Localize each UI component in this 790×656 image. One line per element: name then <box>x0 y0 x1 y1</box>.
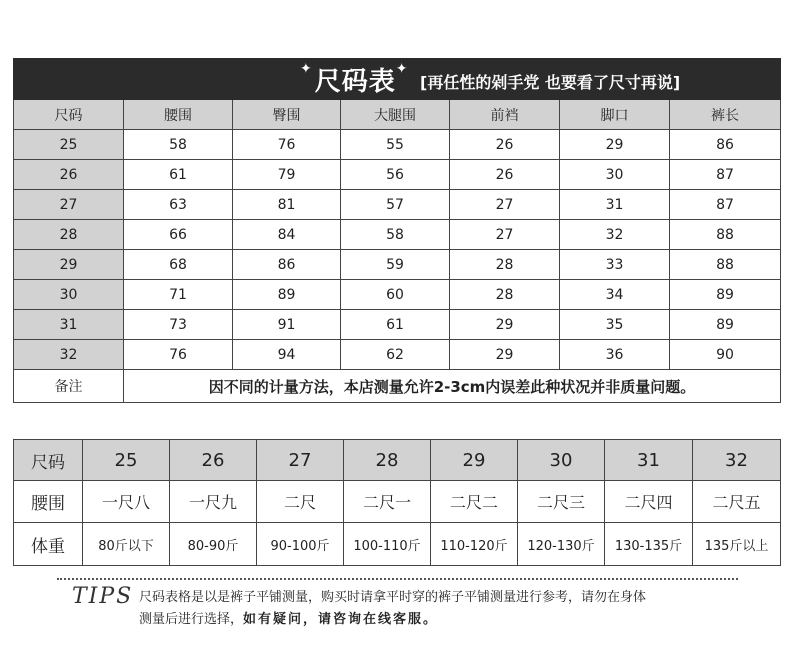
column-header: 尺码 <box>14 100 124 130</box>
size-cell: 32 <box>14 340 124 370</box>
waist-value-cell: 二尺三 <box>518 481 605 523</box>
size-row <box>14 340 781 370</box>
size-value-cell: 28 <box>344 440 431 481</box>
weight-value-cell: 120-130斤 <box>518 523 605 566</box>
measure-cell: 68 <box>124 250 233 280</box>
measure-cell: 86 <box>670 130 781 160</box>
size-chart-title-text: 尺码表 <box>314 67 396 97</box>
measure-cell: 56 <box>341 160 450 190</box>
measure-cell: 89 <box>670 310 781 340</box>
measure-cell: 27 <box>450 220 560 250</box>
waist-label: 腰围 <box>14 481 83 523</box>
weight-label: 体重 <box>14 523 83 566</box>
measure-cell: 61 <box>124 160 233 190</box>
tips-line-2 <box>139 608 438 627</box>
measure-cell: 58 <box>341 220 450 250</box>
measure-cell: 55 <box>341 130 450 160</box>
measure-cell: 88 <box>670 250 781 280</box>
measure-cell: 30 <box>560 160 670 190</box>
measure-cell: 59 <box>341 250 450 280</box>
measure-cell: 71 <box>124 280 233 310</box>
measure-cell: 58 <box>124 130 233 160</box>
size-value-cell: 32 <box>693 440 781 481</box>
size-cell: 30 <box>14 280 124 310</box>
measure-cell: 89 <box>670 280 781 310</box>
waist-value-cell: 二尺 <box>257 481 344 523</box>
sparkle-icon: ✦ <box>395 61 409 77</box>
size-value-cell: 26 <box>170 440 257 481</box>
measure-cell: 91 <box>233 310 341 340</box>
waist-value-cell: 一尺九 <box>170 481 257 523</box>
measure-cell: 89 <box>233 280 341 310</box>
measure-cell: 33 <box>560 250 670 280</box>
measure-cell: 76 <box>233 130 341 160</box>
measure-cell: 66 <box>124 220 233 250</box>
size-cell: 26 <box>14 160 124 190</box>
waist-value-cell: 二尺一 <box>344 481 431 523</box>
weight-value-cell: 80斤以下 <box>83 523 170 566</box>
column-header: 臀围 <box>233 100 341 130</box>
measure-cell: 35 <box>560 310 670 340</box>
tips-line-1: 尺码表格是以是裤子平铺测量，购买时请拿平时穿的裤子平铺测量进行参考，请勿在身体 <box>139 590 647 605</box>
weight-value-cell: 135斤以上 <box>693 523 781 566</box>
sparkle-icon: ✦ <box>300 61 313 77</box>
size-chart-table <box>13 58 781 403</box>
size-cell: 29 <box>14 250 124 280</box>
size-label: 尺码 <box>14 440 83 481</box>
tips-line-2-prefix: 测量后进行选择， <box>139 612 244 627</box>
measure-cell: 31 <box>560 190 670 220</box>
size-row <box>14 190 781 220</box>
tips-label: TIPS <box>72 584 134 609</box>
measure-cell: 76 <box>124 340 233 370</box>
weight-value-cell: 130-135斤 <box>605 523 693 566</box>
note-label: 备注 <box>14 370 124 403</box>
size-value-cell: 27 <box>257 440 344 481</box>
weight-weight-row <box>14 523 781 566</box>
measure-cell: 60 <box>341 280 450 310</box>
size-value-cell: 25 <box>83 440 170 481</box>
waist-value-cell: 二尺五 <box>693 481 781 523</box>
size-value-cell: 30 <box>518 440 605 481</box>
size-row <box>14 160 781 190</box>
column-header: 裤长 <box>670 100 781 130</box>
size-chart-banner <box>14 59 781 100</box>
size-cell: 28 <box>14 220 124 250</box>
size-cell: 31 <box>14 310 124 340</box>
measure-cell: 27 <box>450 190 560 220</box>
tips-divider <box>57 578 738 580</box>
measure-cell: 73 <box>124 310 233 340</box>
size-row <box>14 310 781 340</box>
weight-value-cell: 90-100斤 <box>257 523 344 566</box>
column-header: 大腿围 <box>341 100 450 130</box>
weight-value-cell: 100-110斤 <box>344 523 431 566</box>
measure-cell: 90 <box>670 340 781 370</box>
measure-cell: 94 <box>233 340 341 370</box>
size-value-cell: 29 <box>431 440 518 481</box>
note-text: 因不同的计量方法，本店测量允许2-3cm内误差此种状况并非质量问题。 <box>124 370 781 403</box>
tips-line-2-bold: 如有疑问，请咨询在线客服。 <box>243 612 439 627</box>
column-header: 腰围 <box>124 100 233 130</box>
measure-cell: 88 <box>670 220 781 250</box>
weight-size-row <box>14 440 781 481</box>
note-row <box>14 370 781 403</box>
column-header: 前裆 <box>450 100 560 130</box>
size-row <box>14 220 781 250</box>
weight-value-cell: 80-90斤 <box>170 523 257 566</box>
size-cell: 27 <box>14 190 124 220</box>
weight-waist-row <box>14 481 781 523</box>
size-cell: 25 <box>14 130 124 160</box>
weight-value-cell: 110-120斤 <box>431 523 518 566</box>
measure-cell: 29 <box>450 310 560 340</box>
measure-cell: 26 <box>450 130 560 160</box>
measure-cell: 81 <box>233 190 341 220</box>
measure-cell: 84 <box>233 220 341 250</box>
measure-cell: 26 <box>450 160 560 190</box>
measure-cell: 86 <box>233 250 341 280</box>
measure-cell: 29 <box>560 130 670 160</box>
measure-cell: 32 <box>560 220 670 250</box>
size-chart-title <box>300 61 410 98</box>
waist-value-cell: 二尺二 <box>431 481 518 523</box>
measure-cell: 36 <box>560 340 670 370</box>
size-chart-subtitle: [再任性的剁手党 也要看了尺寸再说] <box>420 73 681 92</box>
measure-cell: 57 <box>341 190 450 220</box>
column-header: 脚口 <box>560 100 670 130</box>
measure-cell: 61 <box>341 310 450 340</box>
waist-value-cell: 二尺四 <box>605 481 693 523</box>
measure-cell: 87 <box>670 190 781 220</box>
measure-cell: 87 <box>670 160 781 190</box>
size-row <box>14 280 781 310</box>
weight-chart-table <box>13 439 781 566</box>
measure-cell: 34 <box>560 280 670 310</box>
size-value-cell: 31 <box>605 440 693 481</box>
size-row <box>14 130 781 160</box>
measure-cell: 62 <box>341 340 450 370</box>
size-row <box>14 250 781 280</box>
size-chart-header-row <box>14 100 781 130</box>
measure-cell: 28 <box>450 250 560 280</box>
measure-cell: 29 <box>450 340 560 370</box>
measure-cell: 63 <box>124 190 233 220</box>
waist-value-cell: 一尺八 <box>83 481 170 523</box>
measure-cell: 79 <box>233 160 341 190</box>
measure-cell: 28 <box>450 280 560 310</box>
